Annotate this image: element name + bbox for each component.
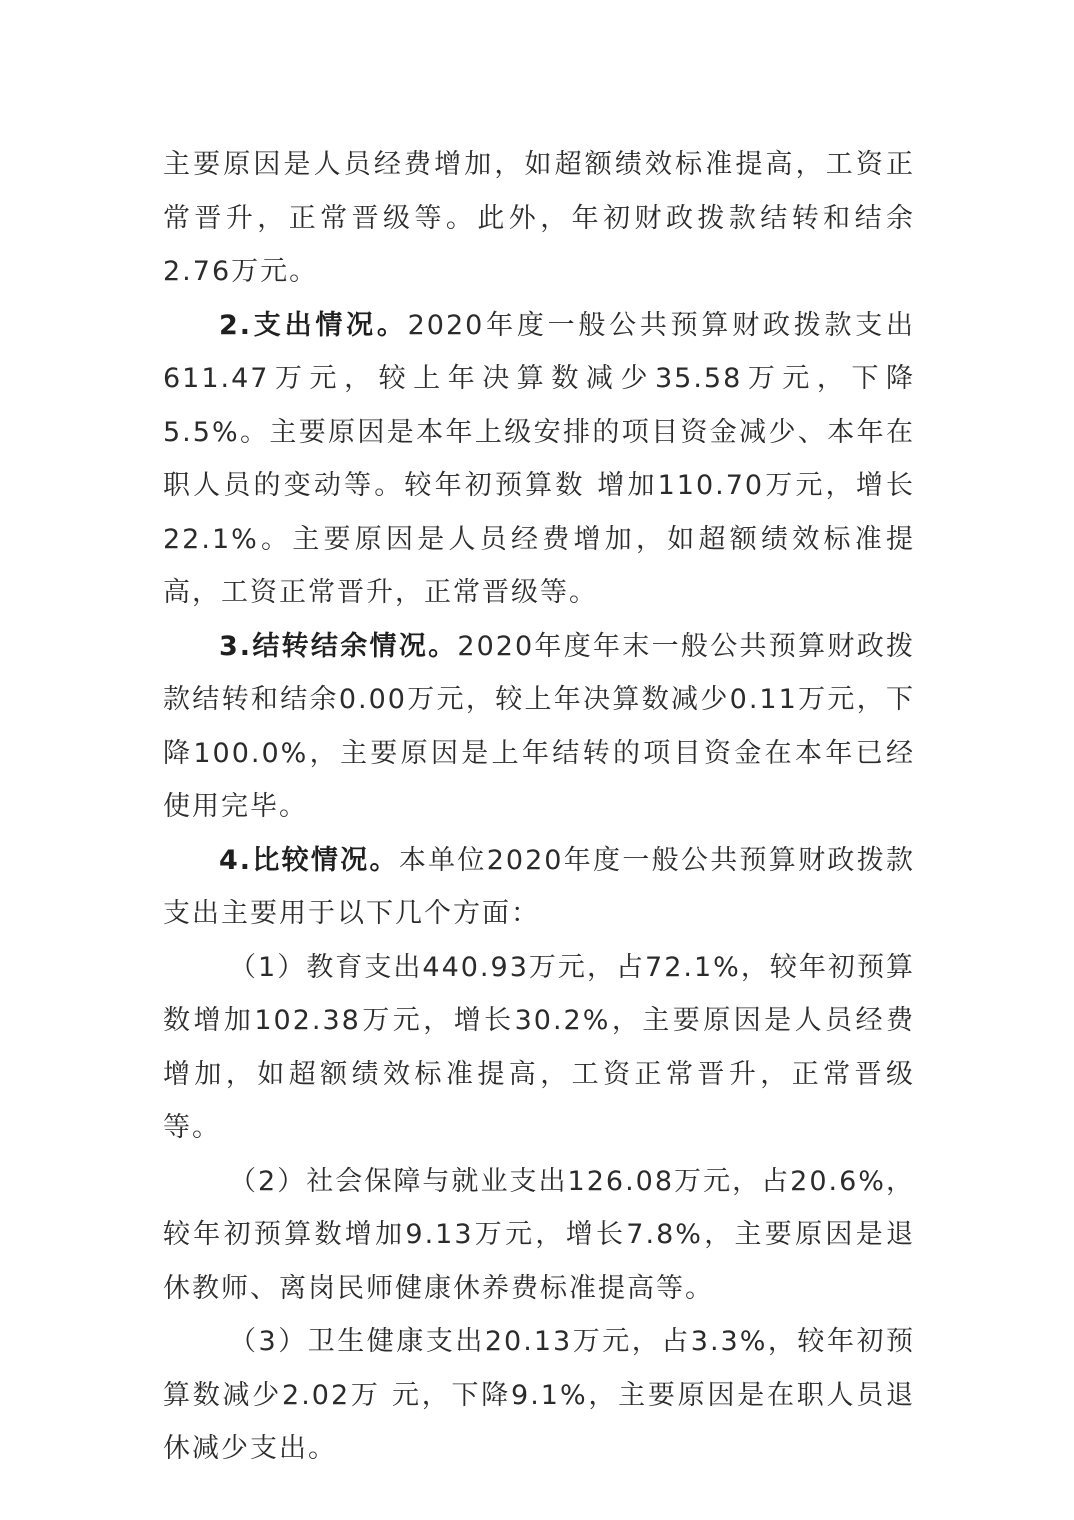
section-heading-expenditure: 2.支出情况。 [219,309,408,341]
paragraph-text: 2020年度年末一般公共预算财政拨款结转和结余0.00万元，较上年决算数减少0.11万元，下降100.0%，主要原因是上年结转的项目资金在本年已经使用完毕。 [163,630,915,822]
expenditure-paragraph [163,299,915,620]
paragraph-text: 本单位2020年度一般公共预算财政拨款支出主要用于以下几个方面： [163,844,915,929]
health-item [163,1315,915,1476]
paragraph-text: 主要原因是人员经费增加，如超额绩效标准提高，工资正常晋升，正常晋级等。此外，年初财政拨款结转和结余2.76万元。 [163,149,915,287]
education-item [163,941,915,1155]
comparison-paragraph [163,834,915,941]
continuation-paragraph [163,138,915,299]
paragraph-text: （1）教育支出440.93万元，占72.1%，较年初预算数增加102.38万元，增长30.2%，主要原因是人员经费增加，如超额绩效标准提高，工资正常晋升，正常晋级等。 [163,951,915,1143]
document-body [163,138,915,1476]
section-heading-comparison: 4.比较情况。 [219,844,399,876]
paragraph-text: （2）社会保障与就业支出126.08万元，占20.6%，较年初预算数增加9.13万元，增长7.8%，主要原因是退休教师、离岗民师健康休养费标准提高等。 [163,1165,915,1304]
paragraph-text: 2020年度一般公共预算财政拨款支出611.47万元，较上年决算数减少35.58万元，下降5.5%。主要原因是本年上级安排的项目资金减少、本年在职人员的变动等。较年初预算数 增加110.70万元，增长22.1%。主要原因是人员经费增加，如超额绩效标准提高，工资正常晋升，正常晋级等。 [163,309,916,608]
carryover-paragraph [163,620,915,834]
section-heading-carryover: 3.结转结余情况。 [219,630,458,662]
social-security-item [163,1155,915,1316]
paragraph-text: （3）卫生健康支出20.13万元，占3.3%，较年初预算数减少2.02万 元，下降9.1%，主要原因是在职人员退休减少支出。 [163,1326,915,1464]
